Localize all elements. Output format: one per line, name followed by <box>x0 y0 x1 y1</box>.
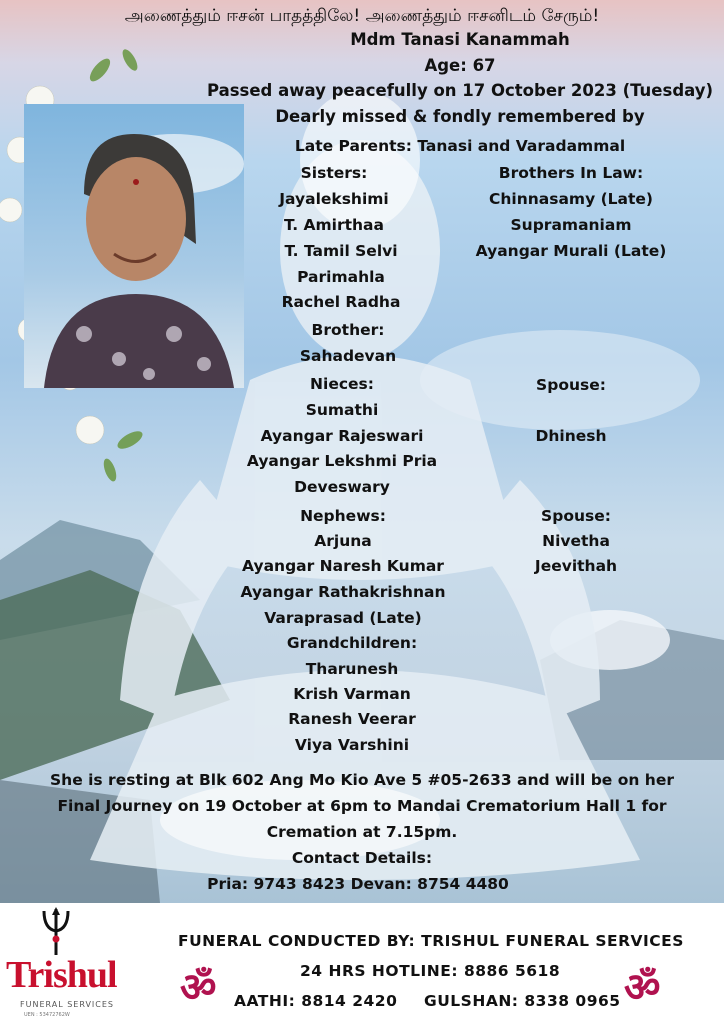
nephew-item: Arjuna <box>314 532 372 550</box>
grandchildren-heading: Grandchildren: <box>286 634 418 652</box>
brother-name: Sahadevan <box>299 347 397 365</box>
nephews-spouse-heading: Spouse: <box>541 507 611 525</box>
om-left-icon: ॐ <box>180 965 217 1011</box>
sisters-heading: Sisters: <box>300 164 368 182</box>
grandchild-item: Tharunesh <box>305 660 399 678</box>
remembered-by-text: Dearly missed & fondly remembered by <box>275 107 645 126</box>
sister-item: Rachel Radha <box>281 293 401 311</box>
sister-item: T. Amirthaa <box>284 216 384 234</box>
grandchild-item: Ranesh Veerar <box>288 710 416 728</box>
niece-item: Deveswary <box>294 478 390 496</box>
grandchild-item: Viya Varshini <box>294 736 410 754</box>
om-right-icon: ॐ <box>624 965 661 1011</box>
trishul-logo: Trishul <box>6 954 117 996</box>
passed-away-text: Passed away peacefully on 17 October 2023 (Tuesday) <box>206 81 714 100</box>
brother-in-law-item: Ayangar Murali (Late) <box>475 242 667 260</box>
nephews-spouse-name: Jeevithah <box>534 557 618 575</box>
logo-subtitle: FUNERAL SERVICES <box>20 1000 115 1009</box>
late-parents: Late Parents: Tanasi and Varadammal <box>294 137 626 155</box>
nieces-spouse-name: Dhinesh <box>535 427 607 445</box>
nieces-spouse-heading: Spouse: <box>536 376 606 394</box>
trident-logo-icon <box>38 905 74 957</box>
gulshan-contact: GULSHAN: 8338 0965 <box>424 992 621 1010</box>
portrait-photo <box>24 104 244 388</box>
brother-in-law-item: Supramaniam <box>510 216 632 234</box>
logo-uen: UEN : 53472762W <box>24 1012 70 1018</box>
contact-heading: Contact Details: <box>291 849 433 867</box>
contact-numbers: Pria: 9743 8423 Devan: 8754 4480 <box>207 875 509 893</box>
brother-heading: Brother: <box>311 321 385 339</box>
nephew-item: Ayangar Naresh Kumar <box>242 557 444 575</box>
conducted-by: FUNERAL CONDUCTED BY: TRISHUL FUNERAL SERVICES <box>178 932 684 950</box>
nephew-item: Varaprasad (Late) <box>264 609 422 627</box>
sister-item: Jayalekshimi <box>279 190 389 208</box>
nephews-heading: Nephews: <box>300 507 386 525</box>
nephews-spouse-name: Nivetha <box>542 532 610 550</box>
nephew-item: Ayangar Rathakrishnan <box>240 583 446 601</box>
brother-in-law-item: Chinnasamy (Late) <box>488 190 654 208</box>
deceased-age: Age: 67 <box>424 56 496 75</box>
aathi-contact: AATHI: 8814 2420 <box>234 992 398 1010</box>
grandchild-item: Krish Varman <box>293 685 411 703</box>
deceased-name: Mdm Tanasi Kanammah <box>350 30 570 49</box>
cremation-details: Cremation at 7.15pm. <box>266 823 458 841</box>
niece-item: Ayangar Rajeswari <box>260 427 424 445</box>
tamil-verse: அணைத்தும் ஈசன் பாதத்திலே! அணைத்தும் ஈசனிடம் சேரும்! <box>124 6 600 26</box>
sister-item: T. Tamil Selvi <box>284 242 398 260</box>
nieces-heading: Nieces: <box>310 375 374 393</box>
final-journey-details: Final Journey on 19 October at 6pm to Mandai Crematorium Hall 1 for <box>57 797 667 815</box>
resting-details: She is resting at Blk 602 Ang Mo Kio Ave 5 #05-2633 and will be on her <box>50 771 674 789</box>
sister-item: Parimahla <box>297 268 385 286</box>
hotline: 24 HRS HOTLINE: 8886 5618 <box>300 962 561 980</box>
niece-item: Sumathi <box>305 401 379 419</box>
niece-item: Ayangar Lekshmi Pria <box>246 452 438 470</box>
brothers-in-law-heading: Brothers In Law: <box>498 164 644 182</box>
